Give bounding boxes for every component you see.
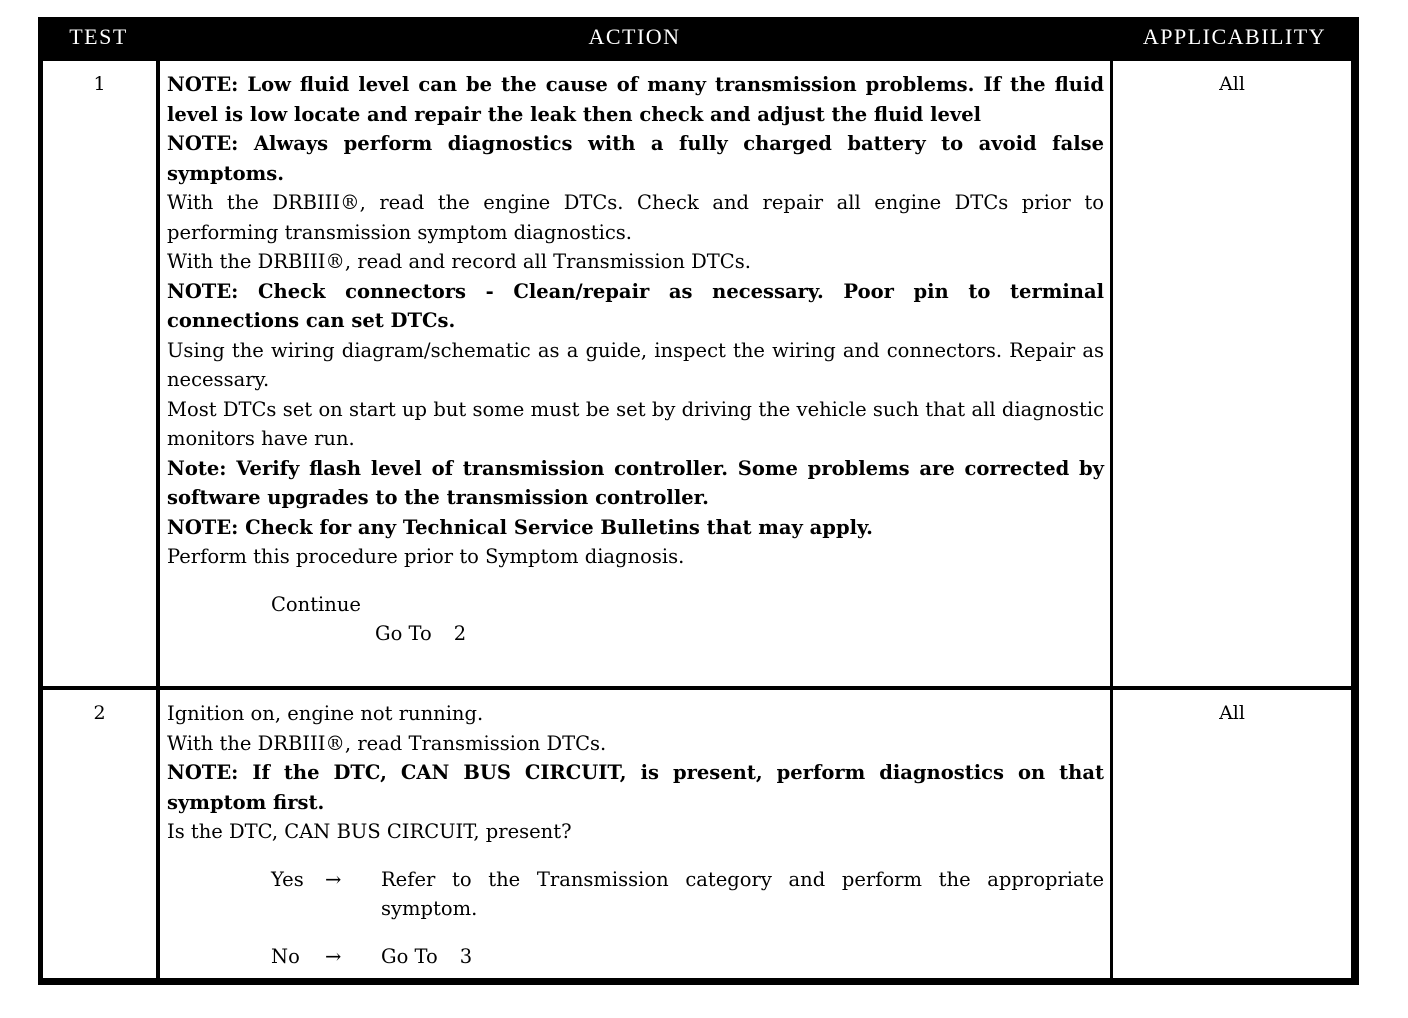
- action-note: Note: Verify flash level of transmission controller. Some problems are corrected by software upgrades to the transmission controller.: [167, 456, 1104, 509]
- action-text: Using the wiring diagram/schematic as a guide, inspect the wiring and connectors. Repair as necessary.: [167, 338, 1104, 391]
- continue-label: Continue: [271, 592, 361, 616]
- action-note: NOTE: Check connectors - Clean/repair as necessary. Poor pin to terminal connections can set DTCs.: [167, 279, 1104, 332]
- action-text: With the DRBIII®, read Transmission DTCs.: [167, 731, 607, 755]
- goto-target: 2: [453, 622, 467, 645]
- action-note: NOTE: If the DTC, CAN BUS CIRCUIT, is present, perform diagnostics on that symptom first.: [167, 761, 1104, 814]
- row-1-action: [160, 61, 1110, 686]
- yes-answer[interactable]: [167, 865, 1104, 924]
- header-applicability: APPLICABILITY: [1142, 24, 1327, 49]
- goto-link[interactable]: [167, 619, 1104, 649]
- row-2-test-number: 2: [43, 690, 156, 978]
- diagnostic-table: [38, 17, 1359, 985]
- action-text: Ignition on, engine not running.: [167, 702, 484, 725]
- header-action: ACTION: [588, 24, 681, 49]
- action-text: Perform this procedure prior to Symptom diagnosis.: [167, 545, 685, 568]
- yes-label: Yes: [271, 867, 304, 891]
- row-2-applicability: All: [1113, 690, 1351, 978]
- action-text: With the DRBIII®, read the engine DTCs. Check and repair all engine DTCs prior to performing transmission symptom diagnostics.: [167, 191, 1104, 244]
- action-note: NOTE: Check for any Technical Service Bulletins that may apply.: [167, 515, 873, 539]
- arrow-right-icon: →: [325, 944, 342, 968]
- header-test: TEST: [69, 24, 128, 49]
- goto-label: Go To: [375, 622, 432, 645]
- action-text: Is the DTC, CAN BUS CIRCUIT, present?: [167, 820, 572, 843]
- goto-target: 3: [459, 944, 473, 968]
- no-answer[interactable]: [167, 942, 1104, 972]
- no-goto: [381, 942, 1104, 972]
- arrow-right-icon: →: [325, 867, 342, 891]
- row-1-applicability: All: [1113, 61, 1351, 686]
- row-1-test-number: 1: [43, 61, 156, 686]
- goto-label: Go To: [381, 944, 438, 968]
- action-text: Most DTCs set on start up but some must be set by driving the vehicle such that all diagnostic monitors have run.: [167, 397, 1104, 450]
- row-2-action: [160, 690, 1110, 978]
- yes-text: Refer to the Transmission category and perform the appropriate symptom.: [381, 867, 1104, 920]
- action-note: NOTE: Low fluid level can be the cause of many transmission problems. If the fluid level is low locate and repair the leak then check and adjust the fluid level: [167, 73, 1104, 126]
- no-label: No: [271, 944, 300, 968]
- action-text: With the DRBIII®, read and record all Transmission DTCs.: [167, 250, 751, 273]
- action-note: NOTE: Always perform diagnostics with a fully charged battery to avoid false symptoms.: [167, 132, 1104, 185]
